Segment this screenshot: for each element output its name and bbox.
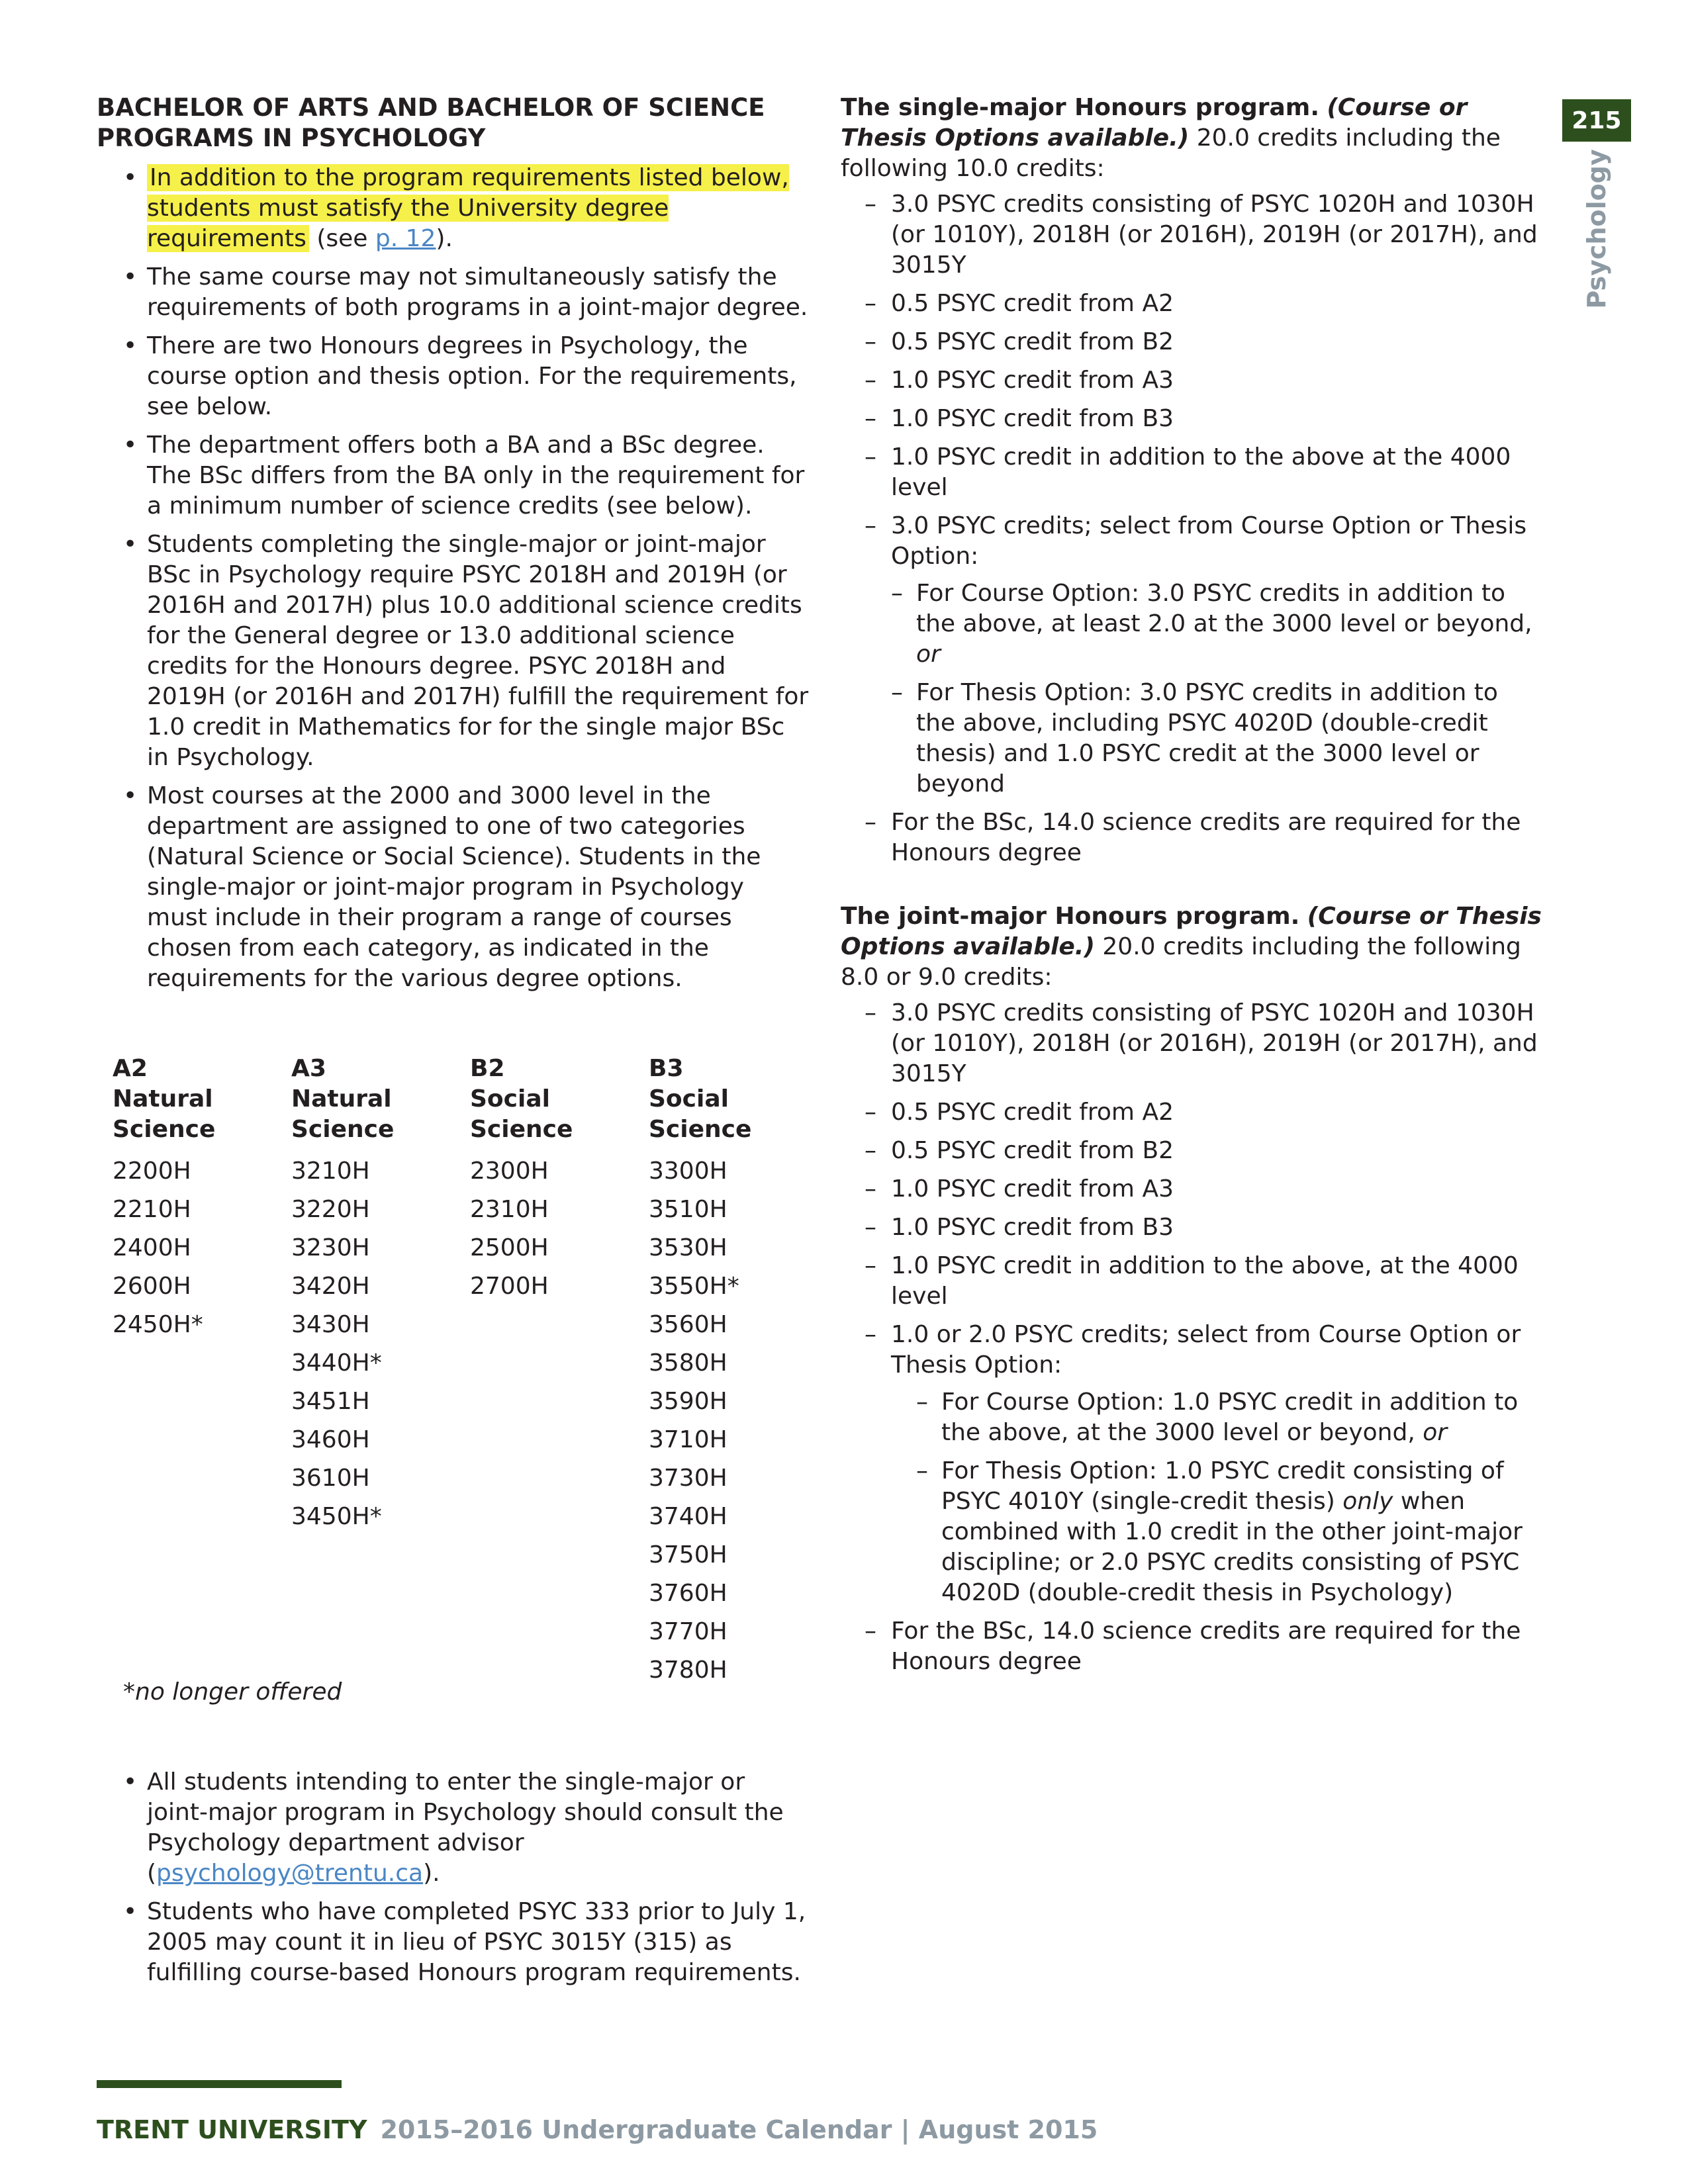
table-body — [97, 1153, 812, 1690]
table-cell — [454, 1498, 633, 1537]
bullet-bsc-requirements: • Students completing the single-major or joint-major BSc in Psychology require PSYC 2018H and 2019H (or 2016H and 2017H) plus 10.0 additional science credits for the General degree or 13.0 additional science credits for the Honours degree. PSYC 2018H and 2019H (or 2016H and 2017H) fulfill the requirement for 1.0 credit in Mathematics for for the single major BSc in Psychology. — [97, 529, 812, 773]
table-cell: 3451H — [291, 1388, 370, 1415]
bullet-psyc-333: • Students who have completed PSYC 333 prior to July 1, 2005 may count it in lieu of PSYC 3015Y (315) as fulfilling course-based Honours program requirements. — [97, 1897, 812, 1988]
course-option-item: – For Course Option: 3.0 PSYC credits in addition to the above, at least 2.0 at the 3000 level or beyond, or — [891, 578, 1542, 670]
bullet-ba-bsc: • The department offers both a BA and a BSc degree. The BSc differs from the BA only in the requirement for a minimum number of science credits (see below). — [97, 430, 812, 522]
page-12-link[interactable]: p. 12 — [375, 225, 436, 252]
list-item: – 3.0 PSYC credits; select from Course Option or Thesis Option: – For Course Option: 3.0 PSYC credits in addition to the above, at least 2.0 at the 3000 level or beyond, or – For Thesis Option: 3.0 PSYC credits in addition to the above, including PSYC 4020D (double-credit thesis) and 1.0 PSYC credit at the 3000 level or beyond — [841, 511, 1542, 799]
section-heading: BACHELOR OF ARTS AND BACHELOR OF SCIENCE PROGRAMS IN PSYCHOLOGY — [97, 93, 765, 152]
table-row — [97, 1191, 812, 1230]
list-item: – 0.5 PSYC credit from A2 — [841, 1097, 1542, 1128]
page-footer — [97, 2115, 1098, 2144]
table-cell — [454, 1422, 633, 1460]
table-cell — [454, 1575, 633, 1614]
intro-bullet-list — [97, 163, 812, 994]
table-cell — [97, 1460, 275, 1498]
left-column — [97, 93, 812, 1996]
table-cell — [97, 1498, 275, 1537]
table-cell: 3740H — [649, 1503, 727, 1530]
bullet-two-honours: • There are two Honours degrees in Psychology, the course option and thesis option. For the requirements, see below. — [97, 331, 812, 422]
table-cell: 3610H — [291, 1465, 370, 1492]
table-row — [97, 1268, 812, 1306]
table-row — [97, 1575, 812, 1614]
table-cell — [97, 1345, 275, 1383]
table-row — [97, 1306, 812, 1345]
table-cell — [97, 1614, 275, 1652]
table-row — [97, 1345, 812, 1383]
course-category-table — [97, 1054, 812, 1690]
thesis-option-item: – For Thesis Option: 3.0 PSYC credits in addition to the above, including PSYC 4020D (double-credit thesis) and 1.0 PSYC credit at the 3000 level or beyond — [891, 678, 1542, 799]
thesis-option-item: – For Thesis Option: 1.0 PSYC credit consisting of PSYC 4010Y (single-credit thesis) only when combined with 1.0 credit in the other joint-major discipline; or 2.0 PSYC credits consisting of PSYC 4020D (double-credit thesis in Psychology) — [916, 1456, 1542, 1608]
table-cell — [454, 1345, 633, 1383]
header-a3: A3 Natural Science — [291, 1055, 395, 1143]
table-cell: 2500H — [470, 1234, 549, 1261]
joint-major-options — [891, 1387, 1542, 1608]
table-cell — [275, 1537, 454, 1575]
table-cell: 3210H — [291, 1158, 370, 1185]
table-cell: 2450H* — [113, 1311, 203, 1338]
list-item: – For the BSc, 14.0 science credits are required for the Honours degree — [841, 807, 1542, 868]
section-tab-label: Psychology — [1582, 149, 1611, 309]
table-cell — [454, 1460, 633, 1498]
table-cell: 3750H — [649, 1541, 727, 1569]
email-link[interactable]: psychology@trentu.ca — [156, 1860, 424, 1887]
list-item: – 1.0 PSYC credit from B3 — [841, 404, 1542, 434]
table-row — [97, 1383, 812, 1422]
table-cell — [97, 1537, 275, 1575]
table-cell: 3510H — [649, 1196, 727, 1223]
table-cell: 3230H — [291, 1234, 370, 1261]
list-item: – 3.0 PSYC credits consisting of PSYC 1020H and 1030H (or 1010Y), 2018H (or 2016H), 2019H (or 2017H), and 3015Y — [841, 189, 1542, 281]
footer-university: TRENT UNIVERSITY — [97, 2115, 367, 2144]
course-option-item: – For Course Option: 1.0 PSYC credit in addition to the above, at the 3000 level or beyond, or — [916, 1387, 1542, 1448]
list-item: – 0.5 PSYC credit from A2 — [841, 289, 1542, 319]
table-cell — [454, 1614, 633, 1652]
table-cell: 2400H — [113, 1234, 191, 1261]
table-cell — [97, 1383, 275, 1422]
list-item: – 0.5 PSYC credit from B2 — [841, 1136, 1542, 1166]
header-a2: A2 Natural Science — [113, 1055, 216, 1143]
footer-rule — [97, 2080, 342, 2088]
table-footnote: *no longer offered — [123, 1678, 342, 1706]
table-cell: 3420H — [291, 1273, 370, 1300]
table-cell — [454, 1383, 633, 1422]
table-cell: 3580H — [649, 1349, 727, 1377]
page-number-badge: 215 — [1562, 99, 1631, 142]
table-row — [97, 1537, 812, 1575]
closing-bullet-list — [97, 1767, 812, 1988]
table-cell: 2300H — [470, 1158, 549, 1185]
table-cell: 2700H — [470, 1273, 549, 1300]
table-row — [97, 1614, 812, 1652]
table-cell — [97, 1575, 275, 1614]
table-cell: 2600H — [113, 1273, 191, 1300]
table-cell — [275, 1575, 454, 1614]
single-major-requirements — [841, 189, 1542, 868]
list-item: – For the BSc, 14.0 science credits are required for the Honours degree — [841, 1616, 1542, 1677]
table-cell: 3760H — [649, 1580, 727, 1607]
table-cell: 3430H — [291, 1311, 370, 1338]
table-cell: 3780H — [649, 1657, 727, 1684]
list-item: – 1.0 PSYC credit from A3 — [841, 365, 1542, 396]
list-item: – 1.0 or 2.0 PSYC credits; select from Course Option or Thesis Option: – For Course Option: 1.0 PSYC credit in addition to the above, at the 3000 level or beyond, or – For Thesis Option: 1.0 PSYC credit consisting of PSYC 4010Y (single-credit thesis) only when combined with 1.0 credit in the other joint-major discipline; or 2.0 PSYC credits consisting of PSYC 4020D (double-credit thesis in Psychology) — [841, 1320, 1542, 1608]
table-cell: 3450H* — [291, 1503, 382, 1530]
list-item: – 0.5 PSYC credit from B2 — [841, 327, 1542, 357]
single-major-title: The single-major Honours program. (Course or Thesis Options available.) 20.0 credits including the following 10.0 credits: — [841, 94, 1501, 182]
table-row — [97, 1460, 812, 1498]
table-cell: 3560H — [649, 1311, 727, 1338]
table-cell: 2310H — [470, 1196, 549, 1223]
table-cell — [275, 1614, 454, 1652]
table-cell: 3550H* — [649, 1273, 739, 1300]
table-cell: 3220H — [291, 1196, 370, 1223]
bullet-same-course: • The same course may not simultaneously satisfy the requirements of both programs in a joint-major degree. — [97, 262, 812, 323]
table-cell — [97, 1422, 275, 1460]
header-b3: B3 Social Science — [649, 1055, 752, 1143]
list-item: – 3.0 PSYC credits consisting of PSYC 1020H and 1030H (or 1010Y), 2018H (or 2016H), 2019H (or 2017H), and 3015Y — [841, 998, 1542, 1089]
table-row — [97, 1153, 812, 1191]
table-cell: 2200H — [113, 1158, 191, 1185]
table-cell: 3730H — [649, 1465, 727, 1492]
bullet-consult-advisor: • All students intending to enter the single-major or joint-major program in Psychology should consult the Psychology department advisor (psychology@trentu.ca). — [97, 1767, 812, 1889]
footer-calendar: 2015–2016 Undergraduate Calendar | August 2015 — [380, 2115, 1098, 2144]
table-cell — [454, 1306, 633, 1345]
bullet-degree-requirements: • In addition to the program requirements listed below, students must satisfy the University degree requirements (see p. 12). — [97, 163, 812, 254]
table-cell — [454, 1537, 633, 1575]
table-header-row — [97, 1054, 812, 1153]
joint-major-title: The joint-major Honours program. (Course or Thesis Options available.) 20.0 credits including the following 8.0 or 9.0 credits: — [841, 903, 1542, 991]
list-item: – 1.0 PSYC credit in addition to the above, at the 4000 level — [841, 1251, 1542, 1312]
list-item: – 1.0 PSYC credit from A3 — [841, 1174, 1542, 1205]
list-item: – 1.0 PSYC credit from B3 — [841, 1212, 1542, 1243]
table-cell: 3530H — [649, 1234, 727, 1261]
table-row — [97, 1498, 812, 1537]
single-major-options — [891, 578, 1542, 799]
header-b2: B2 Social Science — [470, 1055, 573, 1143]
table-cell: 3440H* — [291, 1349, 382, 1377]
joint-major-requirements — [841, 998, 1542, 1677]
table-cell: 3710H — [649, 1426, 727, 1453]
table-cell: 3300H — [649, 1158, 727, 1185]
bullet-course-categories: • Most courses at the 2000 and 3000 level in the department are assigned to one of two categories (Natural Science or Social Science). Students in the single-major or joint-major program in Psychology must include in their program a range of courses chosen from each category, as indicated in the requirements for the various degree options. — [97, 781, 812, 994]
table-cell: 2210H — [113, 1196, 191, 1223]
list-item: – 1.0 PSYC credit in addition to the above at the 4000 level — [841, 442, 1542, 503]
right-column — [841, 93, 1542, 1685]
highlighted-text: In addition to the program requirements listed below, students must satisfy the University degree requirements — [147, 164, 789, 252]
table-cell: 3460H — [291, 1426, 370, 1453]
table-row — [97, 1230, 812, 1268]
table-cell: 3590H — [649, 1388, 727, 1415]
table-row — [97, 1422, 812, 1460]
table-cell: 3770H — [649, 1618, 727, 1645]
